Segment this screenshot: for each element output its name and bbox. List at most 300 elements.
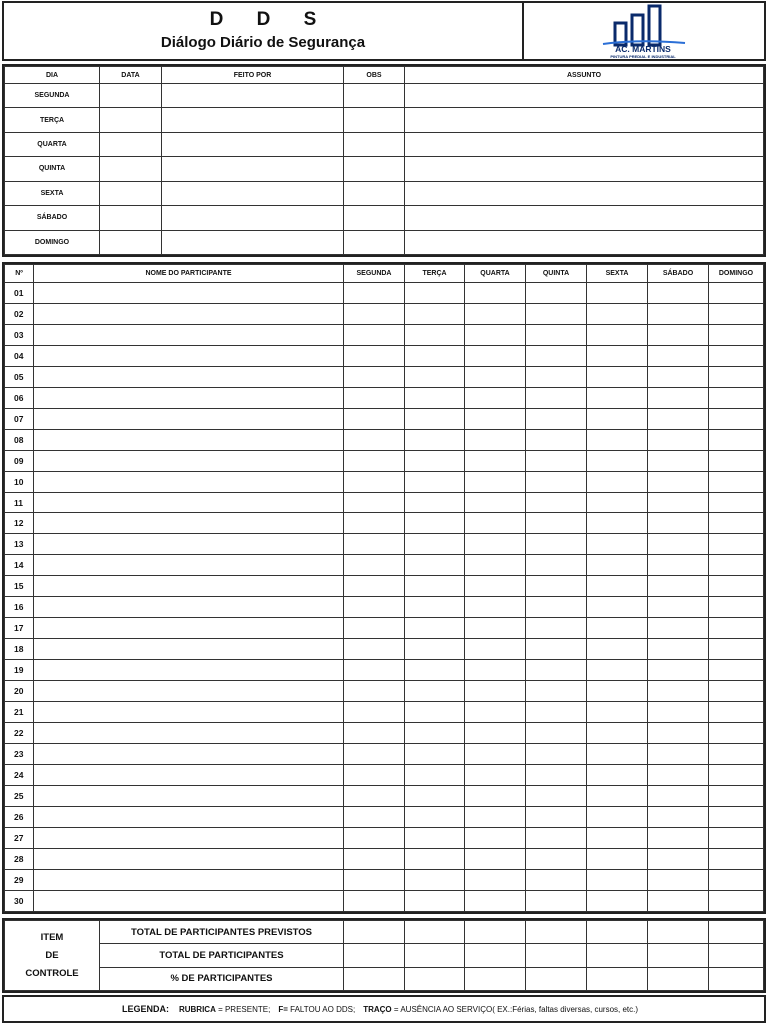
- attendance-cell-sabado[interactable]: [648, 366, 709, 387]
- attendance-cell-quarta[interactable]: [465, 806, 526, 827]
- attendance-cell-terca[interactable]: [405, 848, 465, 869]
- attendance-cell-sexta[interactable]: [587, 597, 648, 618]
- attendance-cell-sexta[interactable]: [587, 555, 648, 576]
- attendance-cell-segunda[interactable]: [344, 429, 405, 450]
- attendance-cell-terca[interactable]: [405, 345, 465, 366]
- attendance-cell-segunda[interactable]: [344, 324, 405, 345]
- attendance-cell-quinta[interactable]: [526, 576, 587, 597]
- attendance-cell-terca[interactable]: [405, 450, 465, 471]
- attendance-cell-sabado[interactable]: [648, 660, 709, 681]
- attendance-cell-segunda[interactable]: [344, 366, 405, 387]
- feito-por-cell[interactable]: [162, 230, 344, 254]
- participant-name-cell[interactable]: [34, 660, 344, 681]
- attendance-cell-sexta[interactable]: [587, 513, 648, 534]
- legend-key: TRAÇO: [363, 1004, 392, 1014]
- attendance-cell-segunda[interactable]: [344, 681, 405, 702]
- attendance-cell-domingo[interactable]: [709, 681, 764, 702]
- attendance-cell-domingo[interactable]: [709, 513, 764, 534]
- feito-por-cell[interactable]: [162, 157, 344, 181]
- attendance-cell-terca[interactable]: [405, 387, 465, 408]
- participant-name-cell[interactable]: [34, 555, 344, 576]
- attendance-cell-domingo[interactable]: [709, 597, 764, 618]
- control-cell[interactable]: [344, 921, 405, 944]
- attendance-cell-sabado[interactable]: [648, 743, 709, 764]
- attendance-cell-sexta[interactable]: [587, 366, 648, 387]
- attendance-cell-terca[interactable]: [405, 534, 465, 555]
- attendance-cell-quarta[interactable]: [465, 534, 526, 555]
- attendance-cell-sexta[interactable]: [587, 681, 648, 702]
- attendance-cell-sabado[interactable]: [648, 764, 709, 785]
- attendance-cell-sexta[interactable]: [587, 429, 648, 450]
- attendance-table: [2, 262, 766, 914]
- attendance-cell-segunda[interactable]: [344, 576, 405, 597]
- attendance-cell-quinta[interactable]: [526, 408, 587, 429]
- attendance-cell-domingo[interactable]: [709, 743, 764, 764]
- attendance-cell-terca[interactable]: [405, 702, 465, 723]
- attendance-cell-sabado[interactable]: [648, 345, 709, 366]
- attendance-cell-sexta[interactable]: [587, 471, 648, 492]
- participant-name-cell[interactable]: [34, 534, 344, 555]
- attendance-cell-quinta[interactable]: [526, 848, 587, 869]
- attendance-cell-segunda[interactable]: [344, 345, 405, 366]
- attendance-cell-domingo[interactable]: [709, 639, 764, 660]
- attendance-cell-segunda[interactable]: [344, 723, 405, 744]
- data-cell[interactable]: [100, 181, 162, 205]
- participant-name-cell[interactable]: [34, 785, 344, 806]
- attendance-cell-quinta[interactable]: [526, 366, 587, 387]
- attendance-cell-quarta[interactable]: [465, 848, 526, 869]
- attendance-cell-quarta[interactable]: [465, 492, 526, 513]
- assunto-cell[interactable]: [405, 230, 764, 254]
- data-cell[interactable]: [100, 230, 162, 254]
- attendance-cell-sexta[interactable]: [587, 806, 648, 827]
- attendance-cell-terca[interactable]: [405, 303, 465, 324]
- attendance-cell-domingo[interactable]: [709, 618, 764, 639]
- attendance-cell-sabado[interactable]: [648, 681, 709, 702]
- feito-por-cell[interactable]: [162, 181, 344, 205]
- participant-name-cell[interactable]: [34, 345, 344, 366]
- attendance-cell-segunda[interactable]: [344, 303, 405, 324]
- data-cell[interactable]: [100, 157, 162, 181]
- attendance-cell-quarta[interactable]: [465, 639, 526, 660]
- control-cell[interactable]: [526, 967, 587, 990]
- attendance-cell-segunda[interactable]: [344, 471, 405, 492]
- attendance-cell-quarta[interactable]: [465, 890, 526, 911]
- attendance-cell-sabado[interactable]: [648, 597, 709, 618]
- participant-name-cell[interactable]: [34, 283, 344, 304]
- attendance-cell-sabado[interactable]: [648, 324, 709, 345]
- attendance-cell-domingo[interactable]: [709, 283, 764, 304]
- attendance-cell-sabado[interactable]: [648, 723, 709, 744]
- attendance-cell-segunda[interactable]: [344, 597, 405, 618]
- attendance-cell-domingo[interactable]: [709, 702, 764, 723]
- control-cell[interactable]: [709, 944, 764, 967]
- attendance-cell-quinta[interactable]: [526, 806, 587, 827]
- feito-por-cell[interactable]: [162, 132, 344, 156]
- attendance-cell-quarta[interactable]: [465, 555, 526, 576]
- participant-name-cell[interactable]: [34, 387, 344, 408]
- attendance-cell-sexta[interactable]: [587, 660, 648, 681]
- attendance-cell-segunda[interactable]: [344, 743, 405, 764]
- attendance-cell-sexta[interactable]: [587, 387, 648, 408]
- attendance-cell-domingo[interactable]: [709, 555, 764, 576]
- participant-name-cell[interactable]: [34, 681, 344, 702]
- table-row: [5, 639, 764, 660]
- attendance-cell-sexta[interactable]: [587, 492, 648, 513]
- attendance-cell-quarta[interactable]: [465, 681, 526, 702]
- table-row: [5, 534, 764, 555]
- attendance-cell-sexta[interactable]: [587, 345, 648, 366]
- attendance-cell-terca[interactable]: [405, 366, 465, 387]
- attendance-cell-quinta[interactable]: [526, 534, 587, 555]
- attendance-cell-segunda[interactable]: [344, 555, 405, 576]
- attendance-cell-quarta[interactable]: [465, 408, 526, 429]
- attendance-cell-segunda[interactable]: [344, 492, 405, 513]
- attendance-cell-sexta[interactable]: [587, 848, 648, 869]
- attendance-cell-sexta[interactable]: [587, 702, 648, 723]
- attendance-cell-segunda[interactable]: [344, 869, 405, 890]
- attendance-cell-domingo[interactable]: [709, 848, 764, 869]
- obs-cell[interactable]: [344, 108, 405, 132]
- participant-name-cell[interactable]: [34, 429, 344, 450]
- attendance-cell-terca[interactable]: [405, 576, 465, 597]
- attendance-cell-domingo[interactable]: [709, 366, 764, 387]
- attendance-cell-terca[interactable]: [405, 555, 465, 576]
- attendance-cell-sabado[interactable]: [648, 513, 709, 534]
- control-cell[interactable]: [587, 967, 648, 990]
- attendance-cell-sexta[interactable]: [587, 743, 648, 764]
- participant-name-cell[interactable]: [34, 806, 344, 827]
- attendance-cell-domingo[interactable]: [709, 827, 764, 848]
- control-cell[interactable]: [526, 944, 587, 967]
- attendance-cell-quinta[interactable]: [526, 303, 587, 324]
- attendance-cell-domingo[interactable]: [709, 324, 764, 345]
- control-cell[interactable]: [648, 921, 709, 944]
- attendance-cell-sabado[interactable]: [648, 576, 709, 597]
- attendance-cell-segunda[interactable]: [344, 848, 405, 869]
- control-cell[interactable]: [709, 921, 764, 944]
- attendance-cell-sabado[interactable]: [648, 303, 709, 324]
- control-cell[interactable]: [344, 944, 405, 967]
- participant-name-cell[interactable]: [34, 618, 344, 639]
- attendance-cell-sexta[interactable]: [587, 408, 648, 429]
- attendance-cell-quarta[interactable]: [465, 450, 526, 471]
- assunto-cell[interactable]: [405, 181, 764, 205]
- attendance-cell-sabado[interactable]: [648, 848, 709, 869]
- attendance-cell-quinta[interactable]: [526, 702, 587, 723]
- attendance-cell-terca[interactable]: [405, 283, 465, 304]
- attendance-cell-sexta[interactable]: [587, 827, 648, 848]
- attendance-cell-quinta[interactable]: [526, 785, 587, 806]
- control-cell[interactable]: [465, 921, 526, 944]
- attendance-cell-quarta[interactable]: [465, 283, 526, 304]
- data-cell[interactable]: [100, 84, 162, 108]
- attendance-cell-quarta[interactable]: [465, 429, 526, 450]
- attendance-cell-sabado[interactable]: [648, 283, 709, 304]
- attendance-cell-terca[interactable]: [405, 492, 465, 513]
- control-cell[interactable]: [405, 921, 465, 944]
- col-nome-participante: NOME DO PARTICIPANTE: [34, 265, 344, 283]
- participant-name-cell[interactable]: [34, 303, 344, 324]
- participant-name-cell[interactable]: [34, 366, 344, 387]
- attendance-cell-quinta[interactable]: [526, 387, 587, 408]
- attendance-cell-sexta[interactable]: [587, 764, 648, 785]
- attendance-cell-quinta[interactable]: [526, 681, 587, 702]
- attendance-cell-segunda[interactable]: [344, 513, 405, 534]
- participant-name-cell[interactable]: [34, 890, 344, 911]
- schedule-row: [5, 132, 764, 156]
- attendance-cell-segunda[interactable]: [344, 660, 405, 681]
- control-cell[interactable]: [587, 921, 648, 944]
- attendance-cell-terca[interactable]: [405, 764, 465, 785]
- control-cell[interactable]: [648, 944, 709, 967]
- attendance-cell-terca[interactable]: [405, 660, 465, 681]
- attendance-cell-quinta[interactable]: [526, 513, 587, 534]
- attendance-cell-quinta[interactable]: [526, 723, 587, 744]
- participant-name-cell[interactable]: [34, 450, 344, 471]
- row-number: 05: [5, 366, 34, 387]
- attendance-cell-quarta[interactable]: [465, 576, 526, 597]
- control-cell[interactable]: [465, 967, 526, 990]
- attendance-cell-segunda[interactable]: [344, 764, 405, 785]
- attendance-cell-terca[interactable]: [405, 743, 465, 764]
- attendance-cell-terca[interactable]: [405, 618, 465, 639]
- attendance-cell-terca[interactable]: [405, 513, 465, 534]
- attendance-cell-quinta[interactable]: [526, 492, 587, 513]
- attendance-cell-domingo[interactable]: [709, 345, 764, 366]
- assunto-cell[interactable]: [405, 108, 764, 132]
- attendance-cell-quinta[interactable]: [526, 743, 587, 764]
- participant-name-cell[interactable]: [34, 408, 344, 429]
- attendance-cell-sabado[interactable]: [648, 869, 709, 890]
- attendance-cell-domingo[interactable]: [709, 492, 764, 513]
- feito-por-cell[interactable]: [162, 108, 344, 132]
- attendance-cell-sabado[interactable]: [648, 639, 709, 660]
- attendance-cell-quarta[interactable]: [465, 785, 526, 806]
- attendance-cell-terca[interactable]: [405, 597, 465, 618]
- attendance-cell-quarta[interactable]: [465, 345, 526, 366]
- attendance-cell-sexta[interactable]: [587, 324, 648, 345]
- participant-name-cell[interactable]: [34, 702, 344, 723]
- participant-name-cell[interactable]: [34, 869, 344, 890]
- assunto-cell[interactable]: [405, 206, 764, 230]
- participant-name-cell[interactable]: [34, 513, 344, 534]
- attendance-cell-quarta[interactable]: [465, 723, 526, 744]
- feito-por-cell[interactable]: [162, 84, 344, 108]
- attendance-cell-quinta[interactable]: [526, 764, 587, 785]
- obs-cell[interactable]: [344, 181, 405, 205]
- participant-name-cell[interactable]: [34, 324, 344, 345]
- attendance-cell-domingo[interactable]: [709, 869, 764, 890]
- obs-cell[interactable]: [344, 132, 405, 156]
- attendance-cell-quinta[interactable]: [526, 345, 587, 366]
- attendance-cell-quinta[interactable]: [526, 660, 587, 681]
- attendance-cell-sexta[interactable]: [587, 534, 648, 555]
- attendance-cell-quinta[interactable]: [526, 618, 587, 639]
- attendance-cell-segunda[interactable]: [344, 283, 405, 304]
- attendance-cell-sexta[interactable]: [587, 869, 648, 890]
- attendance-cell-domingo[interactable]: [709, 785, 764, 806]
- control-cell[interactable]: [709, 967, 764, 990]
- attendance-cell-quarta[interactable]: [465, 702, 526, 723]
- attendance-cell-segunda[interactable]: [344, 618, 405, 639]
- attendance-cell-sabado[interactable]: [648, 618, 709, 639]
- attendance-cell-terca[interactable]: [405, 471, 465, 492]
- attendance-cell-sabado[interactable]: [648, 387, 709, 408]
- attendance-cell-domingo[interactable]: [709, 576, 764, 597]
- attendance-cell-terca[interactable]: [405, 806, 465, 827]
- row-number: 10: [5, 471, 34, 492]
- attendance-cell-sexta[interactable]: [587, 283, 648, 304]
- participant-name-cell[interactable]: [34, 576, 344, 597]
- assunto-cell[interactable]: [405, 84, 764, 108]
- attendance-cell-terca[interactable]: [405, 324, 465, 345]
- control-cell[interactable]: [648, 967, 709, 990]
- attendance-cell-sabado[interactable]: [648, 534, 709, 555]
- attendance-cell-segunda[interactable]: [344, 827, 405, 848]
- attendance-cell-terca[interactable]: [405, 827, 465, 848]
- table-row: [5, 513, 764, 534]
- attendance-cell-segunda[interactable]: [344, 387, 405, 408]
- attendance-cell-quarta[interactable]: [465, 618, 526, 639]
- attendance-cell-domingo[interactable]: [709, 806, 764, 827]
- attendance-cell-quinta[interactable]: [526, 890, 587, 911]
- attendance-cell-terca[interactable]: [405, 785, 465, 806]
- data-cell[interactable]: [100, 132, 162, 156]
- attendance-cell-sabado[interactable]: [648, 429, 709, 450]
- attendance-cell-sabado[interactable]: [648, 555, 709, 576]
- obs-cell[interactable]: [344, 84, 405, 108]
- legend-key: RUBRICA: [178, 1004, 216, 1014]
- attendance-cell-quarta[interactable]: [465, 764, 526, 785]
- attendance-cell-quinta[interactable]: [526, 597, 587, 618]
- control-cell[interactable]: [587, 944, 648, 967]
- attendance-cell-quinta[interactable]: [526, 869, 587, 890]
- attendance-cell-quinta[interactable]: [526, 555, 587, 576]
- attendance-cell-sexta[interactable]: [587, 785, 648, 806]
- attendance-cell-quinta[interactable]: [526, 827, 587, 848]
- attendance-cell-domingo[interactable]: [709, 429, 764, 450]
- assunto-cell[interactable]: [405, 132, 764, 156]
- attendance-cell-sexta[interactable]: [587, 576, 648, 597]
- obs-cell[interactable]: [344, 206, 405, 230]
- attendance-cell-sabado[interactable]: [648, 471, 709, 492]
- participant-name-cell[interactable]: [34, 492, 344, 513]
- attendance-cell-quarta[interactable]: [465, 827, 526, 848]
- attendance-cell-domingo[interactable]: [709, 471, 764, 492]
- attendance-cell-quinta[interactable]: [526, 450, 587, 471]
- participant-name-cell[interactable]: [34, 639, 344, 660]
- attendance-cell-sexta[interactable]: [587, 639, 648, 660]
- attendance-cell-segunda[interactable]: [344, 639, 405, 660]
- attendance-cell-segunda[interactable]: [344, 785, 405, 806]
- attendance-cell-domingo[interactable]: [709, 660, 764, 681]
- attendance-cell-sabado[interactable]: [648, 408, 709, 429]
- participant-name-cell[interactable]: [34, 597, 344, 618]
- attendance-cell-segunda[interactable]: [344, 408, 405, 429]
- data-cell[interactable]: [100, 206, 162, 230]
- feito-por-cell[interactable]: [162, 206, 344, 230]
- attendance-cell-quarta[interactable]: [465, 597, 526, 618]
- attendance-cell-quarta[interactable]: [465, 471, 526, 492]
- attendance-cell-sexta[interactable]: [587, 618, 648, 639]
- attendance-cell-terca[interactable]: [405, 890, 465, 911]
- attendance-cell-quinta[interactable]: [526, 639, 587, 660]
- participant-name-cell[interactable]: [34, 764, 344, 785]
- attendance-cell-quinta[interactable]: [526, 429, 587, 450]
- attendance-cell-sabado[interactable]: [648, 806, 709, 827]
- control-cell[interactable]: [405, 967, 465, 990]
- attendance-cell-segunda[interactable]: [344, 702, 405, 723]
- assunto-cell[interactable]: [405, 157, 764, 181]
- attendance-cell-sabado[interactable]: [648, 827, 709, 848]
- attendance-cell-quarta[interactable]: [465, 324, 526, 345]
- attendance-cell-domingo[interactable]: [709, 450, 764, 471]
- participant-name-cell[interactable]: [34, 743, 344, 764]
- attendance-cell-domingo[interactable]: [709, 890, 764, 911]
- attendance-cell-quinta[interactable]: [526, 471, 587, 492]
- attendance-cell-domingo[interactable]: [709, 764, 764, 785]
- control-cell[interactable]: [526, 921, 587, 944]
- participant-name-cell[interactable]: [34, 848, 344, 869]
- attendance-cell-segunda[interactable]: [344, 450, 405, 471]
- attendance-cell-quarta[interactable]: [465, 387, 526, 408]
- attendance-cell-sabado[interactable]: [648, 702, 709, 723]
- attendance-cell-terca[interactable]: [405, 429, 465, 450]
- attendance-cell-domingo[interactable]: [709, 534, 764, 555]
- attendance-cell-quarta[interactable]: [465, 303, 526, 324]
- data-cell[interactable]: [100, 108, 162, 132]
- attendance-cell-segunda[interactable]: [344, 534, 405, 555]
- attendance-cell-sexta[interactable]: [587, 723, 648, 744]
- attendance-cell-segunda[interactable]: [344, 806, 405, 827]
- attendance-cell-domingo[interactable]: [709, 387, 764, 408]
- obs-cell[interactable]: [344, 230, 405, 254]
- table-row: [5, 366, 764, 387]
- attendance-cell-quarta[interactable]: [465, 513, 526, 534]
- attendance-cell-domingo[interactable]: [709, 408, 764, 429]
- attendance-cell-terca[interactable]: [405, 639, 465, 660]
- control-cell[interactable]: [405, 944, 465, 967]
- attendance-cell-sabado[interactable]: [648, 492, 709, 513]
- attendance-cell-quinta[interactable]: [526, 283, 587, 304]
- attendance-cell-terca[interactable]: [405, 408, 465, 429]
- attendance-cell-terca[interactable]: [405, 869, 465, 890]
- control-cell[interactable]: [465, 944, 526, 967]
- obs-cell[interactable]: [344, 157, 405, 181]
- participant-name-cell[interactable]: [34, 471, 344, 492]
- attendance-cell-sabado[interactable]: [648, 785, 709, 806]
- control-cell[interactable]: [344, 967, 405, 990]
- attendance-cell-terca[interactable]: [405, 723, 465, 744]
- attendance-cell-domingo[interactable]: [709, 303, 764, 324]
- attendance-cell-sabado[interactable]: [648, 450, 709, 471]
- attendance-cell-sexta[interactable]: [587, 303, 648, 324]
- attendance-cell-quarta[interactable]: [465, 366, 526, 387]
- attendance-cell-sabado[interactable]: [648, 890, 709, 911]
- attendance-cell-domingo[interactable]: [709, 723, 764, 744]
- attendance-cell-quinta[interactable]: [526, 324, 587, 345]
- attendance-cell-quarta[interactable]: [465, 660, 526, 681]
- attendance-cell-terca[interactable]: [405, 681, 465, 702]
- attendance-cell-sexta[interactable]: [587, 450, 648, 471]
- attendance-cell-quarta[interactable]: [465, 743, 526, 764]
- attendance-cell-segunda[interactable]: [344, 890, 405, 911]
- participant-name-cell[interactable]: [34, 723, 344, 744]
- attendance-cell-quarta[interactable]: [465, 869, 526, 890]
- attendance-cell-sexta[interactable]: [587, 890, 648, 911]
- participant-name-cell[interactable]: [34, 827, 344, 848]
